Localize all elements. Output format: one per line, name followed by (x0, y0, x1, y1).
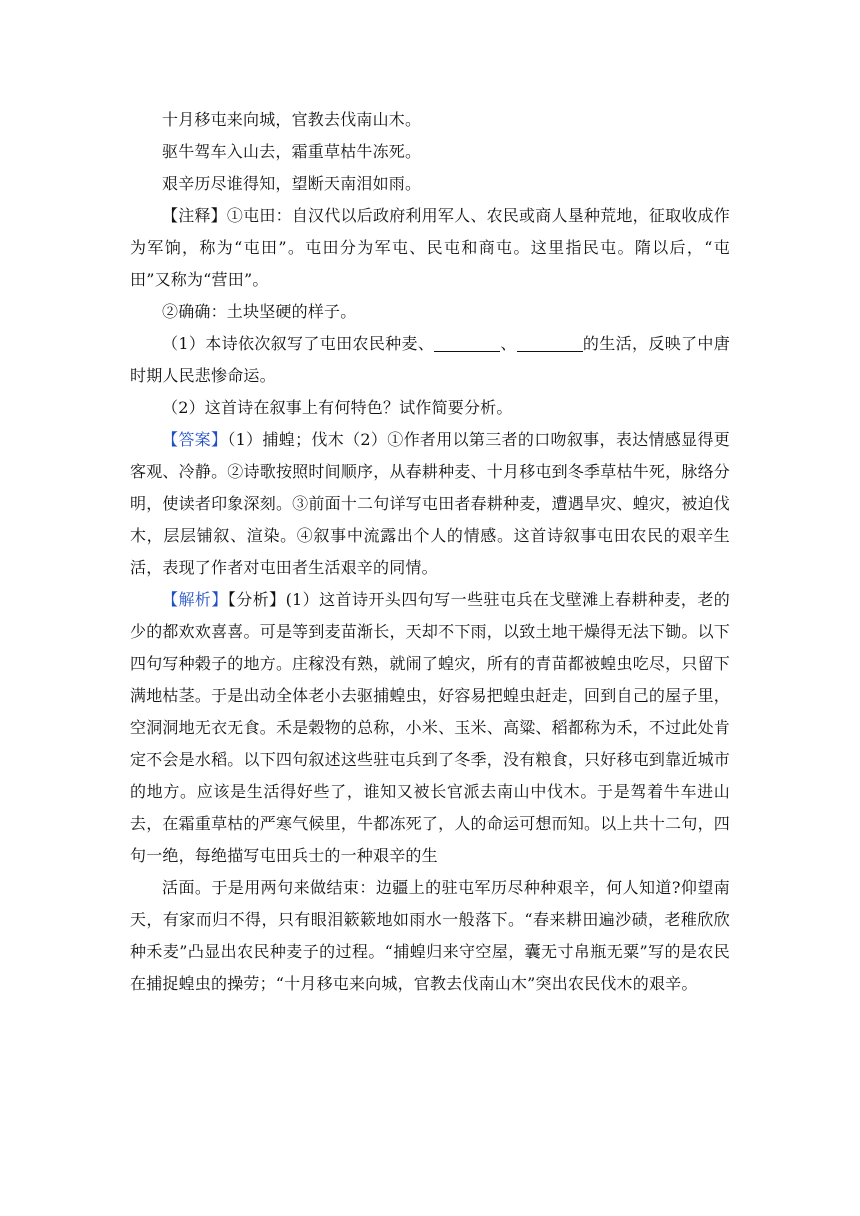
poem-line-1: 十月移屯来向城，官教去伐南山木。 (162, 110, 422, 129)
analysis-paragraph-2: 活面。于是用两句来做结束：边疆上的驻屯军历尽种种艰辛，何人知道?仰望南天，有家而归不得，只有眼泪簌簌地如雨水一般落下。“春来耕田遍沙碛，老稚欣欣种禾麦”凸显出农民种麦子的过程。“捕蝗归来守空屋，囊无寸帛瓶无粟”写的是农民在捕捉蝗虫的操劳；“十月移屯来向城，官教去伐南山木”突出农民伐木的艰辛。 (130, 878, 730, 993)
poem-line-2: 驱牛驾车入山去，霜重草枯牛冻死。 (162, 142, 422, 161)
answer-blank-2[interactable] (517, 333, 583, 352)
question-1-text-start: （1）本诗依次叙写了屯田农民种麦、 (162, 334, 435, 353)
document-body (130, 104, 730, 1000)
question-1-text-end: 的生活，反映了中唐时期人民悲惨命运。 (130, 334, 730, 385)
answer-tag: 【答案】 (162, 430, 228, 449)
answer-paragraph (130, 424, 730, 584)
note-paragraph-2: ②确确：土块坚硬的样子。 (162, 302, 357, 321)
poem-line-3: 艰辛历尽谁得知，望断天南泪如雨。 (162, 174, 422, 193)
analysis-paragraph-1 (130, 584, 730, 872)
question-1 (130, 328, 730, 392)
answer-blank-1[interactable] (434, 333, 500, 352)
analysis-tag: 【解析】 (162, 590, 228, 609)
question-1-separator: 、 (500, 334, 517, 353)
answer-text: （1）捕蝗；伐木（2）①作者用以第三者的口吻叙事，表达情感显得更客观、冷静。②诗歌按照时间顺序，从春耕种麦、十月移屯到冬季草枯牛死，脉络分明，使读者印象深刻。③前面十二句详写屯田者春耕种麦，遭遇旱灾、蝗灾，被迫伐木，层层铺叙、渲染。④叙事中流露出个人的情感。这首诗叙事屯田农民的艰辛生活，表现了作者对屯田者生活艰辛的同情。 (130, 430, 730, 577)
question-2: （2）这首诗在叙事上有何特色？试作简要分析。 (162, 398, 513, 417)
note-paragraph-1: 【注释】①屯田：自汉代以后政府利用军人、农民或商人垦种荒地，征取收成作为军饷，称为“屯田”。屯田分为军屯、民屯和商屯。这里指民屯。隋以后，“屯田”又称为“营田”。 (130, 206, 730, 289)
analysis-text-1: 【分析】(1）这首诗开头四句写一些驻屯兵在戈壁滩上春耕种麦，老的少的都欢欢喜喜。可是等到麦苗渐长，天却不下雨，以致土地干燥得无法下锄。以下四句写种榖子的地方。庄稼没有熟，就闹了蝗灾，所有的青苗都被蝗虫吃尽，只留下满地枯茎。于是出动全体老小去驱捕蝗虫，好容易把蝗虫赶走，回到自己的屋子里，空洞洞地无衣无食。禾是榖物的总称，小米、玉米、高粱、稻都称为禾，不过此处肯定不会是水稻。以下四句叙述这些驻屯兵到了冬季，没有粮食，只好移屯到靠近城市的地方。应该是生活得好些了，谁知又被长官派去南山中伐木。于是驾着牛车进山去，在霜重草枯的严寒气候里，牛都冻死了，人的命运可想而知。以上共十二句，四句一绝，每绝描写屯田兵士的一种艰辛的生 (130, 590, 730, 865)
